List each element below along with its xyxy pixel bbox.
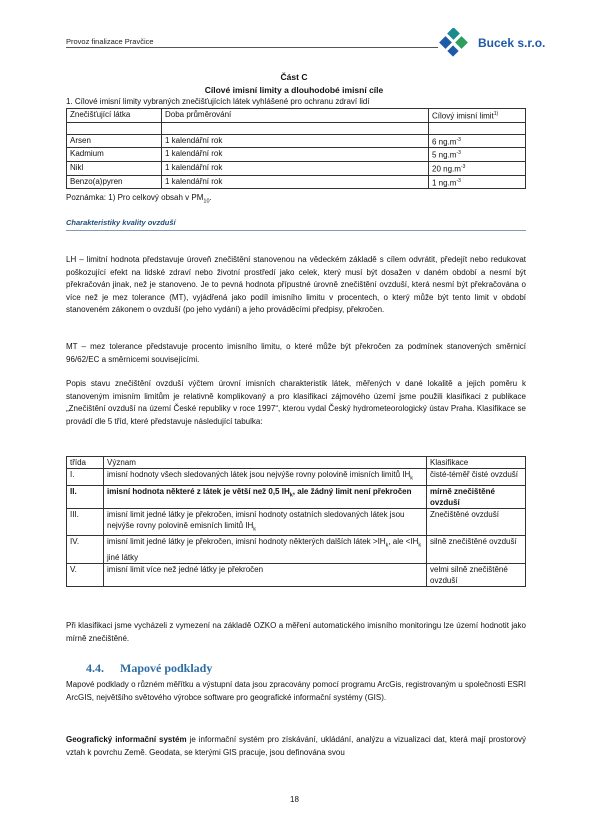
- classification-cell: čisté-téměř čisté ovzduší: [427, 469, 526, 486]
- limit-cell: [429, 134, 526, 148]
- limit-value: 6 ng.m: [432, 137, 457, 147]
- section-rule: [66, 230, 526, 231]
- limit-exponent: -3: [456, 177, 461, 184]
- column-header-substance: Znečišťující látka: [67, 109, 162, 123]
- class-cell: V.: [67, 563, 104, 586]
- paragraph-lh: LH – limitní hodnota představuje úroveň znečištění stanovenou na vědeckém základě s cílem odvrátit, předejít nebo redukovat poškozující efekt na lidské zdraví nebo životní prostředí jako celek, který musí být dosažen v daném období a nesmí být překračován jinak, než je stanoveno. Je to pevná hodnota přípustné úrovně znečištění ovzduší, která nesmí být překračována o více než je mez tolerance (MT), vyjádřená jako podíl imisního limitu v procentech, o který může být tento limit v období stanoveném zákonem o ovzduší (po jeho vydání) a jeho prováděcími předpisy, překročen.: [66, 255, 526, 315]
- table-row: [67, 148, 526, 162]
- table-row: [67, 469, 526, 486]
- limit-header-footnote: 1): [493, 111, 499, 117]
- class-cell: IV.: [67, 536, 104, 564]
- limit-cell: [429, 148, 526, 162]
- meaning-text: imisní limit jedné látky je překročen, imisní hodnoty ostatních sledovaných látek jsou nejvýše rovny polovině emisních limitů IH: [107, 509, 405, 530]
- heading-number: 4.4.: [86, 661, 104, 675]
- column-header-classification: Klasifikace: [427, 457, 526, 469]
- logo-diamonds-icon: [436, 28, 476, 58]
- table-row: [67, 563, 526, 586]
- table-spacer-row: [67, 122, 526, 134]
- meaning-text: imisní hodnota některé z látek je větší než 0,5 IH: [107, 486, 290, 496]
- table-row: [67, 161, 526, 175]
- limit-exponent: -3: [460, 163, 466, 170]
- page-number: 18: [290, 795, 299, 804]
- classification-cell: velmi silně znečištěné ovzduší: [427, 563, 526, 586]
- limit-exponent: -3: [456, 136, 461, 143]
- table-header-row: [67, 457, 526, 469]
- period-cell: 1 kalendářní rok: [162, 175, 429, 189]
- substance-cell: Kadmium: [67, 148, 162, 162]
- meaning-subscript: k: [410, 475, 413, 482]
- meaning-subscript: k: [253, 526, 257, 533]
- table-row: [67, 175, 526, 189]
- note-end: .: [209, 193, 212, 202]
- meaning-cell: [104, 536, 427, 564]
- meaning-cell: [104, 508, 427, 536]
- meaning-text: imisní limit jedné látky je překročen, imisní hodnoty některých dalších látek >IH: [107, 537, 386, 547]
- meaning-subscript: k: [385, 542, 389, 549]
- note-subscript: 10: [203, 198, 210, 205]
- meaning-text-after: , ale žádný limit není překročen: [292, 486, 412, 496]
- column-header-class: třída: [67, 457, 104, 469]
- substance-cell: Arsen: [67, 134, 162, 148]
- gis-term: Geografický informační systém: [66, 735, 187, 744]
- meaning-text: imisní hodnoty všech sledovaných látek jsou nejvýše rovny polovině imisních limitů IH: [107, 470, 411, 479]
- classification-cell: Znečištěné ovzduší: [427, 508, 526, 536]
- paragraph-mt: MT – mez tolerance představuje procento imisního limitu, o které může být překročen za podmínek stanovených směrnicí 96/62/EC a směrnicemi souvisejícími.: [66, 342, 526, 364]
- meaning-text-after: , ale <IH: [388, 537, 419, 547]
- paragraph-classification: Při klasifikaci jsme vycházeli z vymezení na základě OZKO a měření automatického imisního monitoringu lze území hodnotit jako mírně znečištěné.: [66, 621, 526, 643]
- paragraph-gis: [66, 734, 526, 759]
- part-subtitle: Cílové imisní limity a dlouhodobé imisní cíle: [204, 85, 384, 95]
- limits-table: [66, 108, 526, 189]
- period-cell: 1 kalendářní rok: [162, 161, 429, 175]
- limit-exponent: -3: [456, 150, 461, 157]
- column-header-limit: [429, 109, 526, 123]
- substance-cell: Nikl: [67, 161, 162, 175]
- period-cell: 1 kalendářní rok: [162, 134, 429, 148]
- meaning-cell: [104, 469, 427, 486]
- note-text: Poznámka: 1) Pro celkový obsah v PM: [66, 193, 204, 202]
- classification-cell: silně znečištěné ovzduší: [427, 536, 526, 564]
- gis-definition: je informační systém pro získávání, ukládání, analýzu a vizualizaci dat, která mají prostorový vztah k povrchu Země. Geodata, se kterými GIS pracuje, jsou definována svou: [66, 735, 527, 757]
- class-cell: I.: [67, 469, 104, 486]
- table-row: [67, 536, 526, 564]
- limit-value: 20 ng.m: [432, 164, 461, 174]
- company-logo: [436, 28, 544, 58]
- substance-cell: Benzo(a)pyren: [67, 175, 162, 189]
- header-rule: [66, 47, 438, 48]
- period-cell: 1 kalendářní rok: [162, 148, 429, 162]
- column-header-period: Doba průměrování: [162, 109, 429, 123]
- table-header-row: [67, 109, 526, 123]
- running-title: Provoz finalizace Pravčice: [66, 37, 154, 46]
- column-header-meaning: Význam: [104, 457, 427, 469]
- class-cell: III.: [67, 508, 104, 536]
- limits-table-caption: 1. Cílové imisní limity vybraných znečišťujících látek vyhlášené pro ochranu zdraví lidí: [66, 97, 370, 106]
- section-heading: [86, 661, 212, 676]
- limit-header-text: Cílový imisní limit: [432, 111, 494, 121]
- meaning-cell: [104, 485, 427, 508]
- part-title: Část C: [280, 72, 308, 82]
- limit-cell: [429, 175, 526, 189]
- limit-value: 5 ng.m: [432, 150, 457, 160]
- classification-cell: mírně znečištěné ovzduší: [427, 485, 526, 508]
- section-label: Charakteristiky kvality ovzduší: [66, 218, 176, 227]
- paragraph-map-sources: Mapové podklady o různém měřítku a výstupní data jsou zpracovány pomocí programu ArcGis, registrovaným u společnosti ESRI ArcGIS, největšího světového výrobce software pro geografické informační systémy (GIS).: [66, 680, 526, 702]
- meaning-subscript-2: k: [418, 542, 422, 549]
- table-row: [67, 134, 526, 148]
- limit-cell: [429, 161, 526, 175]
- heading-title: Mapové podklady: [120, 661, 213, 675]
- logo-text: Bucek s.r.o.: [478, 36, 546, 50]
- classification-table: [66, 456, 526, 587]
- class-cell: II.: [67, 485, 104, 508]
- table-note: [66, 193, 212, 205]
- table-row: [67, 508, 526, 536]
- meaning-cell: imisní limit více než jedné látky je překročen: [104, 563, 427, 586]
- table-row: [67, 485, 526, 508]
- limit-value: 1 ng.m: [432, 178, 457, 188]
- paragraph-description: Popis stavu znečištění ovzduší výčtem úrovní imisních charakteristik látek, měřených v dané lokalitě a jejich poměru k stanoveným imisním limitům je relativně komplikovaný a pro klasifikaci zájmového území jsme použili klasifikaci z publikace „Znečištění ovzduší na území České republiky v roce 1997“, kterou vydal Český hydrometeorologický ústav Praha. Klasifikace se provádí dle 5 tříd, které představuje následující tabulka:: [66, 379, 526, 426]
- meaning-text-after-2: jiné látky: [107, 552, 139, 562]
- meaning-subscript: k: [289, 492, 293, 499]
